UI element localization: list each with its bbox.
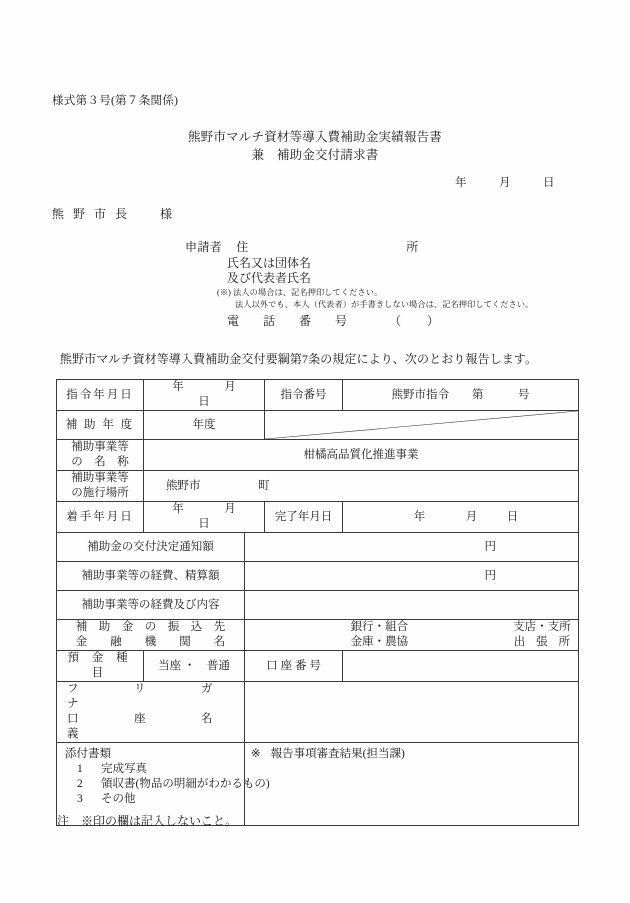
addressee-name: 熊 野 市 長 xyxy=(52,207,131,221)
end-date-year[interactable]: 年 xyxy=(413,510,426,523)
table-row-bank xyxy=(57,620,579,651)
attachment-item-2-text: 領収書(物品の明細がわかるもの) xyxy=(101,778,270,790)
fiscal-year-label: 補 助 年 度 xyxy=(57,411,144,440)
attachment-item-3-number: 3 xyxy=(77,793,83,805)
furigana-label xyxy=(57,682,268,743)
bank-type-line-2: 金庫・農協 xyxy=(350,636,409,648)
furigana-label-line-1: フ リ ガ ナ xyxy=(67,683,268,710)
attachment-item-3 xyxy=(65,792,240,807)
order-number-value[interactable]: 熊野市指令 第 号 xyxy=(343,380,579,411)
bank-name-value[interactable] xyxy=(245,620,579,651)
intro-paragraph: 熊野市マルチ資材等導入費補助金交付要綱第7条の規定により、次のとおり報告します。 xyxy=(60,352,538,366)
project-name-label xyxy=(57,440,144,471)
table-row-project-place xyxy=(57,471,579,502)
order-date-month[interactable]: 月 xyxy=(224,381,236,393)
bank-type-options xyxy=(249,620,510,650)
project-name-value[interactable]: 柑橘高品質化推進事業 xyxy=(144,440,579,471)
project-place-label xyxy=(57,471,144,502)
applicant-representative-label: 及び代表者氏名 xyxy=(227,271,312,285)
applicant-name-label: 氏名又は団体名 xyxy=(227,255,312,270)
start-date-year[interactable]: 年 xyxy=(172,503,184,515)
order-date-year[interactable]: 年 xyxy=(172,381,184,393)
table-row-fiscal-year xyxy=(57,411,579,440)
start-date-value xyxy=(144,502,265,533)
account-name-value[interactable] xyxy=(245,682,579,743)
attachment-item-2-number: 2 xyxy=(77,778,83,790)
attachments-title: 添付書類 xyxy=(65,748,111,760)
table-row-deposit xyxy=(57,651,579,682)
attachment-item-1-number: 1 xyxy=(77,763,83,775)
review-cell[interactable] xyxy=(245,743,579,826)
furigana-label-line-2: 口 座 名 義 xyxy=(67,713,268,740)
expense-detail-value[interactable] xyxy=(245,591,579,620)
end-date-day[interactable]: 日 xyxy=(506,510,519,523)
start-date-day[interactable]: 日 xyxy=(198,518,210,530)
end-date-value xyxy=(343,502,579,533)
settled-amount-value[interactable]: 円 xyxy=(245,562,579,591)
attachment-item-2 xyxy=(65,777,270,792)
date-year-label: 年 xyxy=(455,177,467,189)
attachment-item-1-text: 完成写真 xyxy=(101,763,147,775)
addressee-honorific: 様 xyxy=(160,207,173,221)
bank-head-wrap xyxy=(249,620,574,650)
table-row-order-date xyxy=(57,380,579,411)
document-title xyxy=(0,128,630,164)
order-date-label: 指令年月日 xyxy=(57,380,144,411)
order-date-value xyxy=(144,380,265,411)
project-place-label-line-1: 補助事業等 xyxy=(71,472,129,484)
telephone-label: 電 話 番 号 xyxy=(227,313,354,328)
applicant-address-label: 住 所 xyxy=(236,240,441,254)
fiscal-year-blocked-cell xyxy=(265,411,579,440)
applicant-note-line-2: 法人以外でも、本人（代表者）が手書きしない場合は、記名押印してください。 xyxy=(235,299,534,309)
telephone-paren-open: （ xyxy=(389,313,428,328)
note-text-1: 法人の場合は、記名押印してください。 xyxy=(233,287,383,297)
decided-amount-value[interactable]: 円 xyxy=(245,533,579,562)
end-date-month[interactable]: 月 xyxy=(465,510,478,523)
applicant-block xyxy=(185,240,533,329)
date-day-label: 日 xyxy=(543,177,555,189)
attachment-item-1 xyxy=(65,762,240,777)
account-number-value[interactable] xyxy=(343,651,579,682)
title-line-1: 熊野市マルチ資材等導入費補助金実績報告書 xyxy=(187,130,442,144)
telephone-paren-close: ） xyxy=(427,313,440,328)
branch-options xyxy=(510,620,574,650)
footnote-text: ※印の欄は記入しないこと。 xyxy=(81,814,238,828)
title-line-2: 兼 補助金交付請求書 xyxy=(251,148,379,162)
project-name-label-line-2: の 名 称 xyxy=(71,456,129,468)
deposit-type-options[interactable]: 当座 ・ 普通 xyxy=(144,651,245,682)
branch-line-2: 出 張 所 xyxy=(513,636,575,648)
order-date-day[interactable]: 日 xyxy=(198,396,210,408)
review-label: 報告事項審査結果(担当課) xyxy=(270,748,405,760)
footnote-lead: 注 xyxy=(57,814,70,828)
project-place-label-line-2: の施行場所 xyxy=(71,487,129,499)
branch-line-1: 支店・支所 xyxy=(513,621,571,633)
applicant-note-line-1 xyxy=(185,287,533,299)
report-table xyxy=(56,379,579,826)
table-row-project-name xyxy=(57,440,579,471)
bank-type-line-1: 銀行・組合 xyxy=(350,621,409,633)
submission-date-line xyxy=(455,174,555,190)
account-number-label: 口 座 番 号 xyxy=(245,651,343,682)
diagonal-strike-icon xyxy=(265,411,578,439)
start-date-label: 着手年月日 xyxy=(57,502,144,533)
form-code: 様式第３号(第７条関係) xyxy=(52,95,179,107)
end-date-label: 完了年月日 xyxy=(265,502,343,533)
settled-amount-label: 補助事業等の経費、精算額 xyxy=(57,562,245,591)
start-date-month[interactable]: 月 xyxy=(224,503,236,515)
deposit-type-label: 預 金 種 目 xyxy=(57,651,144,682)
footnote xyxy=(57,812,237,829)
project-name-label-line-1: 補助事業等 xyxy=(71,441,129,453)
fiscal-year-value[interactable]: 年度 xyxy=(144,411,265,440)
addressee xyxy=(52,205,172,222)
project-place-value[interactable]: 熊野市 町 xyxy=(144,471,579,502)
bank-label xyxy=(57,620,245,651)
review-mark: ※ xyxy=(251,748,261,760)
order-number-label: 指令番号 xyxy=(265,380,343,411)
date-month-label: 月 xyxy=(499,177,511,189)
table-row-decided-amount xyxy=(57,533,579,562)
expense-detail-label: 補助事業等の経費及び内容 xyxy=(57,591,245,620)
bank-label-line-1: 補 助 金 の 振 込 先 xyxy=(75,621,226,633)
applicant-label: 申請者 xyxy=(185,240,223,254)
applicant-telephone-row xyxy=(185,314,533,330)
bank-label-line-2: 金 融 機 関 名 xyxy=(75,636,226,648)
note-mark: (※) xyxy=(217,287,231,297)
table-row-settled-amount xyxy=(57,562,579,591)
applicant-address-row xyxy=(185,240,533,256)
table-row-start-end-date xyxy=(57,502,579,533)
attachment-item-3-text: その他 xyxy=(101,793,136,805)
table-row-expense-detail xyxy=(57,591,579,620)
table-row-account-name xyxy=(57,682,579,743)
decided-amount-label: 補助金の交付決定通知額 xyxy=(57,533,245,562)
